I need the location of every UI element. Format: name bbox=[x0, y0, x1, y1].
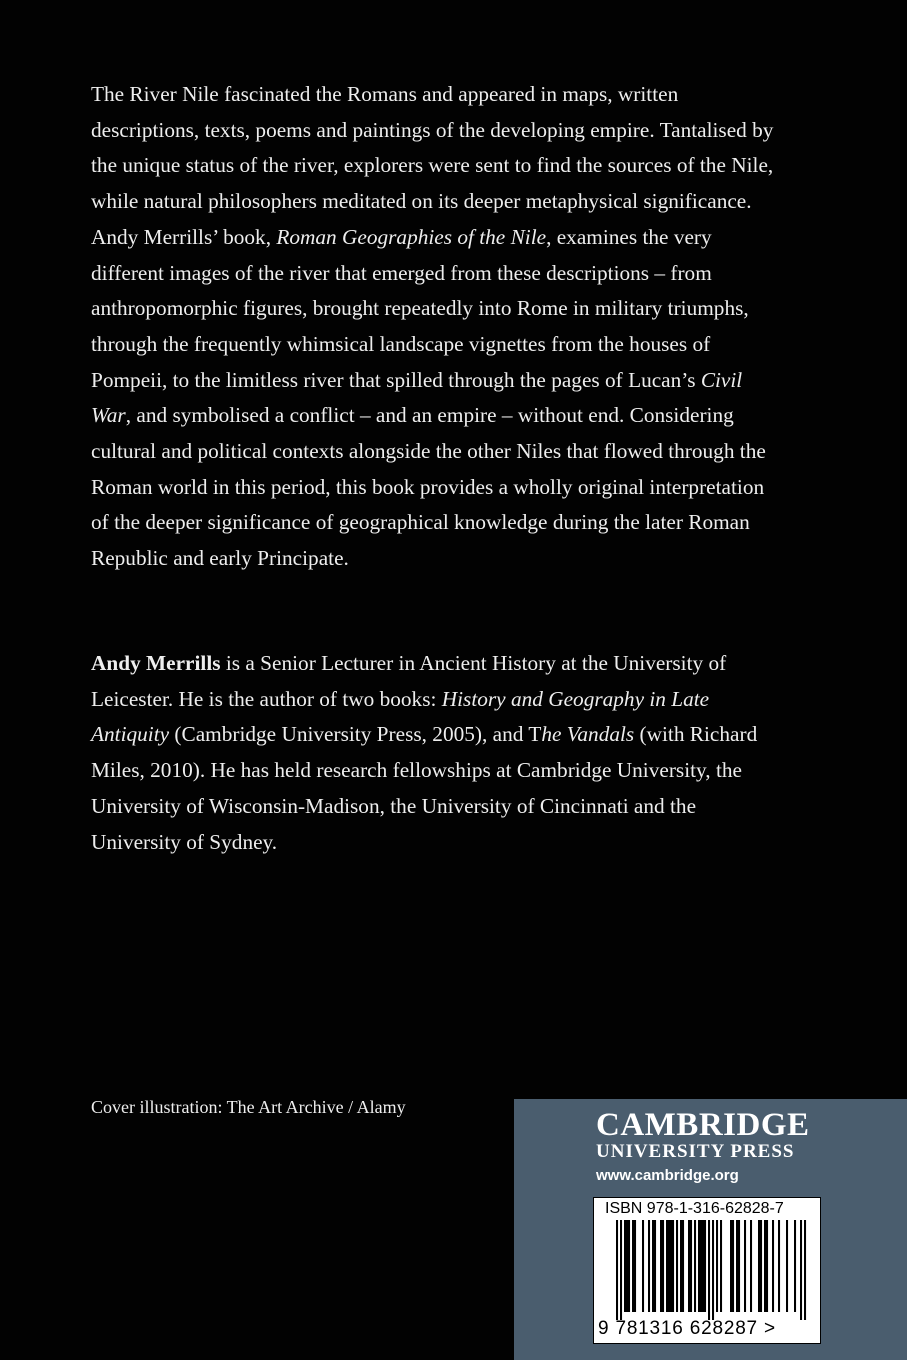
barcode-bar bbox=[634, 1220, 636, 1312]
barcode-bar bbox=[660, 1220, 662, 1312]
barcode-digits: 9 781316 628287 > bbox=[598, 1318, 776, 1339]
bio-text: (Cambridge University Press, 2005), and T bbox=[169, 722, 542, 747]
barcode-bar bbox=[682, 1220, 684, 1312]
bio-book-title: History and Geography in Late Antiquity bbox=[91, 686, 710, 747]
barcode-bar bbox=[764, 1220, 766, 1312]
barcode-bar bbox=[628, 1220, 630, 1312]
barcode-bar bbox=[772, 1220, 774, 1312]
barcode-bar bbox=[738, 1220, 740, 1312]
barcode-bar bbox=[616, 1220, 618, 1320]
bio-book-title: he Vandals bbox=[541, 722, 635, 747]
barcode-bar bbox=[732, 1220, 734, 1312]
barcode-bar bbox=[744, 1220, 746, 1312]
bio-text: is a Senior Lecturer in Ancient History at the University of Leicester. He is the author of two books: bbox=[91, 651, 727, 711]
barcode-bar bbox=[694, 1220, 696, 1312]
barcode-bar bbox=[804, 1220, 806, 1320]
barcode-bar bbox=[632, 1220, 634, 1312]
barcode-bar bbox=[758, 1220, 760, 1312]
author-bio bbox=[91, 646, 781, 860]
barcode-bar bbox=[688, 1220, 690, 1312]
barcode-bar bbox=[778, 1220, 780, 1312]
barcode-bar bbox=[698, 1220, 700, 1312]
barcode-bar bbox=[670, 1220, 672, 1312]
barcode-bar bbox=[760, 1220, 762, 1312]
barcode-bar bbox=[794, 1220, 796, 1312]
barcode-bar bbox=[736, 1220, 738, 1312]
barcode-bar bbox=[708, 1220, 710, 1320]
barcode-bar bbox=[666, 1220, 668, 1312]
barcode-bar bbox=[668, 1220, 670, 1312]
description-text: The River Nile fascinated the Romans and appeared in maps, written descriptions, texts, poems and paintings of the developing empire. Tantalised by the unique status of the river, explorers were sent to find the sources of the Nile, while natural philosophers meditated on its deeper metaphysical significance. Andy Merrills’ book, bbox=[91, 82, 774, 249]
barcode-bar bbox=[730, 1220, 732, 1312]
barcode-bar bbox=[800, 1220, 802, 1320]
barcode-bar bbox=[654, 1220, 656, 1312]
barcode-bar bbox=[712, 1220, 714, 1320]
barcode-bar bbox=[690, 1220, 692, 1312]
barcode-bar bbox=[766, 1220, 768, 1312]
book-description bbox=[91, 77, 781, 577]
cover-credit: Cover illustration: The Art Archive / Alamy bbox=[91, 1097, 406, 1117]
author-name: Andy Merrills bbox=[91, 651, 221, 675]
barcode-box bbox=[593, 1197, 821, 1344]
isbn-label: ISBN 978-1-316-62828-7 bbox=[605, 1200, 784, 1217]
description-text: , examines the very different images of the river that emerged from these descriptions – from anthropomorphic figures, brought repeatedly into Rome in military triumphs, through the frequently whimsical landscape vignettes from the houses of Pompeii, to the limitless river that spilled through the pages of Lucan’s bbox=[91, 224, 749, 392]
barcode-bar bbox=[676, 1220, 678, 1312]
barcode-bar bbox=[786, 1220, 788, 1312]
publisher-name: CAMBRIDGE bbox=[596, 1107, 810, 1143]
publisher-url: www.cambridge.org bbox=[596, 1167, 739, 1184]
publisher-panel bbox=[514, 1099, 907, 1360]
barcode-bar bbox=[642, 1220, 644, 1312]
barcode-bar bbox=[672, 1220, 674, 1312]
barcode-bar bbox=[620, 1220, 622, 1320]
barcode-bar bbox=[720, 1220, 722, 1312]
barcode-bar bbox=[700, 1220, 702, 1312]
barcode-bar bbox=[750, 1220, 752, 1312]
barcode-bar bbox=[680, 1220, 682, 1312]
barcode-bar bbox=[648, 1220, 650, 1312]
barcode-bars bbox=[602, 1220, 812, 1320]
bio-text: (with Richard Miles, 2010). He has held research fellowships at Cambridge University, the University of Wisconsin-Madison, the University of Cincinnati and the University of Sydney. bbox=[91, 722, 758, 854]
description-text: , and symbolised a conflict – and an empire – without end. Considering cultural and political contexts alongside the other Niles that flowed through the Roman world in this period, this book provides a wholly original interpretation of the deeper significance of geographical knowledge during the later Roman Republic and early Principate. bbox=[91, 403, 766, 571]
publisher-subtitle: UNIVERSITY PRESS bbox=[596, 1141, 795, 1162]
civil-war-italic: Civil War bbox=[91, 367, 743, 428]
barcode-bar bbox=[662, 1220, 664, 1312]
barcode-bar bbox=[652, 1220, 654, 1312]
barcode-bar bbox=[704, 1220, 706, 1312]
barcode-bar bbox=[702, 1220, 704, 1312]
book-title-italic: Roman Geographies of the Nile bbox=[276, 224, 547, 249]
barcode-bar bbox=[624, 1220, 626, 1312]
barcode-bar bbox=[626, 1220, 628, 1312]
barcode-bar bbox=[716, 1220, 718, 1312]
